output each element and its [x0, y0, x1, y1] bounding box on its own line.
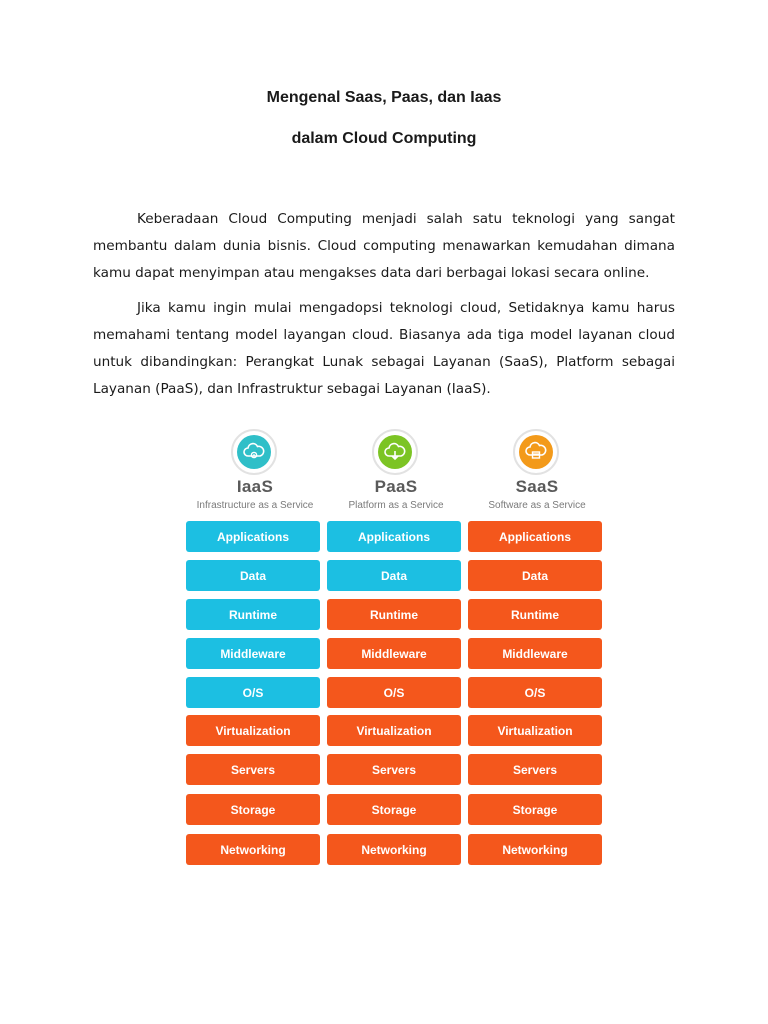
column-subtitle: Software as a Service: [488, 500, 586, 511]
layer-o-s: O/S: [186, 677, 320, 708]
paragraph-models: Jika kamu ingin mulai mengadopsi teknologi cloud, Setidaknya kamu harus memahami tentang model layangan cloud. Biasanya ada tiga model layanan cloud untuk dibandingkan: Perangkat Lunak sebagai Layanan (SaaS), Platform sebagai Layanan (PaaS), dan Infrastruktur sebagai Layanan (IaaS).: [93, 300, 675, 397]
column-name: PaaS: [374, 477, 418, 496]
layer-networking: Networking: [468, 834, 602, 865]
layer-o-s: O/S: [327, 677, 461, 708]
layer-o-s: O/S: [468, 677, 602, 708]
layer-data: Data: [468, 560, 602, 591]
column-name: SaaS: [515, 477, 559, 496]
layer-servers: Servers: [468, 754, 602, 785]
icon-circle: [378, 435, 412, 469]
layer-storage: Storage: [186, 794, 320, 825]
layer-middleware: Middleware: [327, 638, 461, 669]
layer-runtime: Runtime: [327, 599, 461, 630]
column-header: [186, 422, 324, 518]
layer-storage: Storage: [327, 794, 461, 825]
document-title: Mengenal Saas, Paas, dan Iaas: [266, 89, 502, 106]
paragraph-intro: Keberadaan Cloud Computing menjadi salah satu teknologi yang sangat membantu dalam dunia bisnis. Cloud computing menawarkan kemudahan dimana kamu dapat menyimpan atau mengakses data dari berbagai lokasi secara online.: [93, 211, 675, 281]
layer-servers: Servers: [327, 754, 461, 785]
layer-applications: Applications: [327, 521, 461, 552]
layer-virtualization: Virtualization: [327, 715, 461, 746]
layer-applications: Applications: [468, 521, 602, 552]
layer-applications: Applications: [186, 521, 320, 552]
layer-networking: Networking: [186, 834, 320, 865]
column-subtitle: Platform as a Service: [348, 500, 444, 511]
layer-virtualization: Virtualization: [468, 715, 602, 746]
layer-servers: Servers: [186, 754, 320, 785]
column-header: [327, 422, 465, 518]
layer-middleware: Middleware: [186, 638, 320, 669]
layer-data: Data: [186, 560, 320, 591]
layer-networking: Networking: [327, 834, 461, 865]
layer-virtualization: Virtualization: [186, 715, 320, 746]
layer-runtime: Runtime: [186, 599, 320, 630]
column-name: IaaS: [236, 477, 274, 496]
column-subtitle: Infrastructure as a Service: [196, 500, 314, 511]
cloud-gear-icon: [231, 429, 277, 475]
icon-circle: [519, 435, 553, 469]
document-subtitle: dalam Cloud Computing: [291, 130, 477, 147]
cloud-window-icon: [513, 429, 559, 475]
column-header: [468, 422, 606, 518]
icon-circle: [237, 435, 271, 469]
layer-storage: Storage: [468, 794, 602, 825]
layer-data: Data: [327, 560, 461, 591]
cloud-download-icon: [372, 429, 418, 475]
layer-runtime: Runtime: [468, 599, 602, 630]
cloud-service-models-diagram: [183, 422, 606, 872]
layer-middleware: Middleware: [468, 638, 602, 669]
